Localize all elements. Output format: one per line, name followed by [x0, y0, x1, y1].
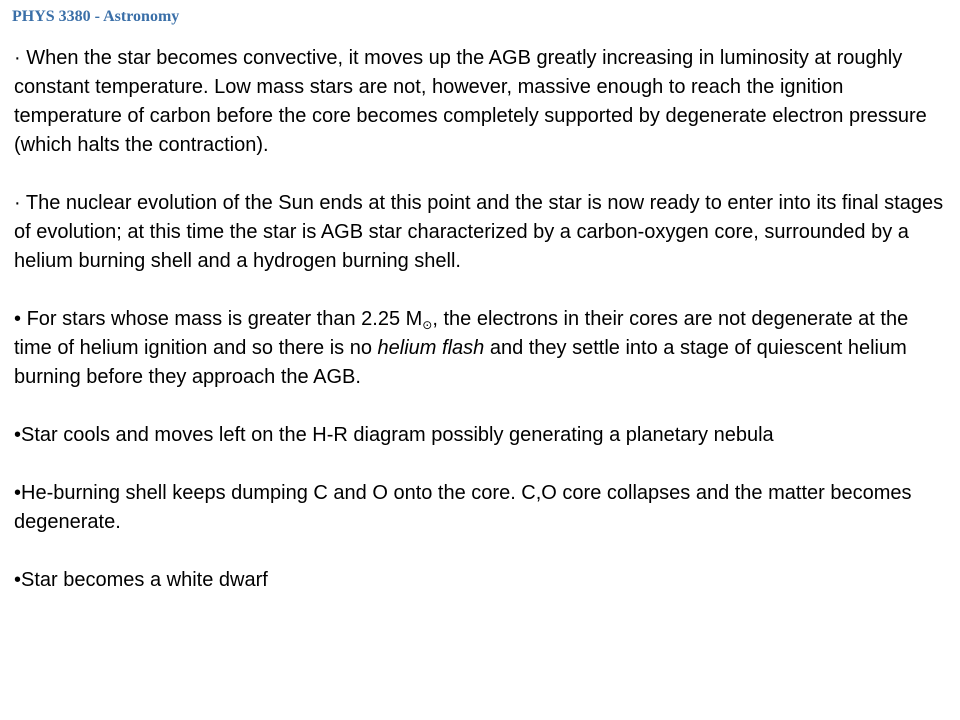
paragraph-text: The nuclear evolution of the Sun ends at this point and the star is now ready to enter into its final stages of evolution; at this time the star is AGB star characterized by a carbon-oxygen core, surrounded by a helium burning shell and a hydrogen burning shell. [14, 192, 944, 272]
sun-symbol: ⊙ [422, 318, 433, 332]
course-title: PHYS 3380 - Astronomy [12, 8, 180, 25]
slide-body [14, 44, 949, 624]
paragraph-nuclear-evolution [14, 189, 949, 276]
bullet: • [14, 308, 22, 330]
paragraph-text-middle: , the electrons in their cores are not degenerate at the time of helium ignition and so there is no [14, 308, 909, 359]
paragraph-massive-stars [14, 305, 949, 392]
bullet: · [14, 47, 21, 69]
paragraph-he-burning-shell [14, 479, 949, 537]
paragraph-text: Star becomes a white dwarf [21, 569, 268, 591]
bullet: · [14, 192, 21, 214]
paragraph-text: When the star becomes convective, it moves up the AGB greatly increasing in luminosity at roughly constant temperature. Low mass stars are not, however, massive enough to reach the ignition temperature of carbon before the core becomes completely supported by degenerate electron pressure (which halts the contraction). [14, 47, 927, 156]
paragraph-white-dwarf [14, 566, 949, 595]
paragraph-text: Star cools and moves left on the H-R diagram possibly generating a planetary nebula [21, 424, 774, 446]
paragraph-convective-agb [14, 44, 949, 160]
paragraph-text-before: For stars whose mass is greater than 2.25 M [26, 308, 423, 330]
bullet: • [14, 424, 22, 446]
paragraph-text: He-burning shell keeps dumping C and O onto the core. C,O core collapses and the matter becomes degenerate. [14, 482, 912, 533]
paragraph-star-cools [14, 421, 949, 450]
bullet: • [14, 482, 22, 504]
paragraph-text-after: and they settle into a stage of quiescent helium burning before they approach the AGB. [14, 337, 907, 388]
bullet: • [14, 569, 22, 591]
helium-flash-emphasis: helium flash [377, 337, 485, 359]
